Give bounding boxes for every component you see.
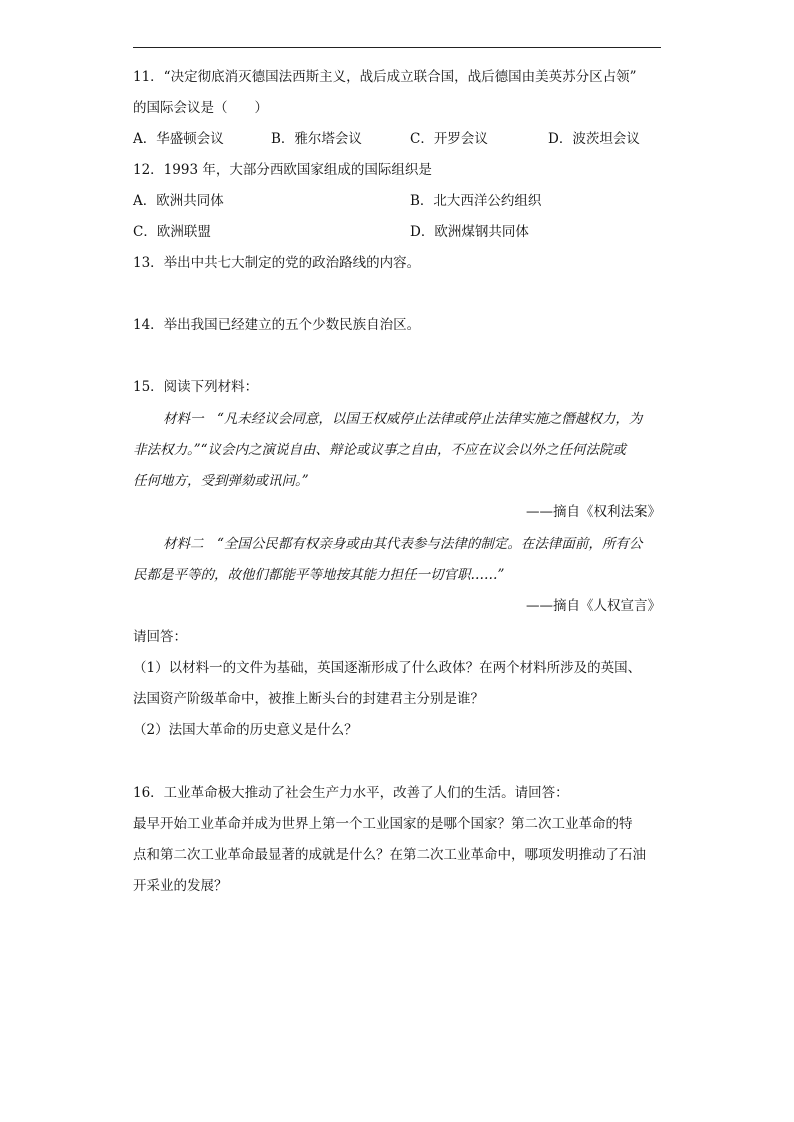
q15-stem: 15．阅读下列材料： bbox=[133, 379, 259, 395]
q15-sub2: （2）法国大革命的历史意义是什么？ bbox=[133, 722, 358, 738]
q11-stem-line1: 11．“决定彻底消灭德国法西斯主义，战后成立联合国，战后德国由美英苏分区占领” bbox=[133, 69, 637, 85]
q15-sub1-line1: （1）以材料一的文件为基础，英国逐渐形成了什么政体？在两个材料所涉及的英国、 bbox=[133, 660, 642, 676]
q16-line3: 点和第二次工业革命最显著的成就是什么？在第二次工业革命中，哪项发明推动了石油 bbox=[133, 847, 646, 863]
q12-option-b: B．北大西洋公约组织 bbox=[410, 193, 542, 209]
q13-stem: 13．举出中共七大制定的党的政治路线的内容。 bbox=[133, 255, 421, 271]
q15-material2-line1: 材料二 “全国公民都有权亲身或由其代表参与法律的制定。在法律面前，所有公 bbox=[163, 536, 643, 552]
q15-material1-line1: 材料一 “凡未经议会同意，以国王权威停止法律或停止法律实施之僭越权力，为 bbox=[163, 411, 643, 427]
q15-material2-source: ——摘自《人权宣言》 bbox=[526, 598, 661, 614]
q12-option-c: C．欧洲联盟 bbox=[133, 224, 211, 240]
q11-option-a: A．华盛顿会议 bbox=[133, 131, 224, 147]
q12-option-a: A．欧洲共同体 bbox=[133, 193, 224, 209]
q15-sub1-line2: 法国资产阶级革命中，被推上断头台的封建君主分别是谁？ bbox=[133, 691, 484, 707]
q14-stem: 14．举出我国已经建立的五个少数民族自治区。 bbox=[133, 317, 421, 333]
q11-option-c: C．开罗会议 bbox=[410, 131, 488, 147]
q11-option-b: B．雅尔塔会议 bbox=[271, 131, 362, 147]
q11-option-d: D．波茨坦会议 bbox=[548, 131, 640, 147]
q15-material1-line3: 任何地方，受到弹劾或讯问。” bbox=[133, 473, 309, 489]
q15-material1-source: ——摘自《权利法案》 bbox=[526, 504, 661, 520]
q12-option-d: D．欧洲煤钢共同体 bbox=[410, 224, 529, 240]
q16-stem: 16．工业革命极大推动了社会生产力水平，改善了人们的生活。请回答： bbox=[133, 785, 569, 801]
q16-line2: 最早开始工业革命并成为世界上第一个工业国家的是哪个国家？第二次工业革命的特 bbox=[133, 816, 633, 832]
q12-stem: 12．1993 年，大部分西欧国家组成的国际组织是 bbox=[133, 162, 432, 178]
q15-material1-line2: 非法权力。”“议会内之演说自由、辩论或议事之自由，不应在议会以外之任何法院或 bbox=[133, 442, 627, 458]
header-rule bbox=[133, 47, 661, 48]
q11-stem-line2: 的国际会议是（ ） bbox=[133, 100, 268, 116]
q15-answer-prompt: 请回答： bbox=[133, 629, 187, 645]
q16-line4: 开采业的发展？ bbox=[133, 878, 228, 894]
q15-material2-line2: 民都是平等的，故他们都能平等地按其能力担任一切官职……” bbox=[133, 567, 505, 583]
